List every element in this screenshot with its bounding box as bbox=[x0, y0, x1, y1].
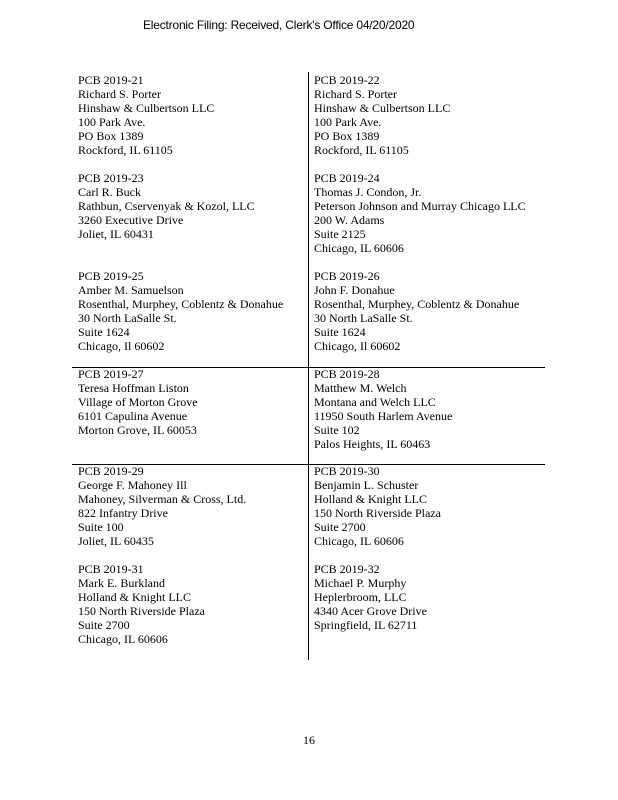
case-number: PCB 2019-29 bbox=[78, 464, 144, 478]
address-line: 30 North LaSalle St. bbox=[78, 311, 177, 325]
address-line: 11950 South Harlem Avenue bbox=[314, 409, 453, 423]
address-line: 100 Park Ave. bbox=[314, 115, 382, 129]
firm-name: Hinshaw & Culbertson LLC bbox=[314, 101, 451, 115]
service-entry-pcb-2019-32 bbox=[314, 562, 427, 632]
service-entry-pcb-2019-25 bbox=[78, 269, 283, 353]
address-line: PO Box 1389 bbox=[314, 129, 380, 143]
attorney-name: Teresa Hoffman Liston bbox=[78, 381, 189, 395]
attorney-name: Benjamin L. Schuster bbox=[314, 478, 419, 492]
address-line: Chicago, Il 60602 bbox=[78, 339, 165, 353]
service-entry-pcb-2019-22 bbox=[314, 73, 450, 157]
address-line: Suite 2125 bbox=[314, 227, 366, 241]
service-entry-pcb-2019-24 bbox=[314, 171, 526, 255]
firm-name: Heplerbroom, LLC bbox=[314, 590, 407, 604]
case-number: PCB 2019-24 bbox=[314, 171, 380, 185]
attorney-name: Michael P. Murphy bbox=[314, 576, 407, 590]
service-entry-pcb-2019-23 bbox=[78, 171, 255, 241]
address-line: Chicago, IL 60606 bbox=[314, 534, 404, 548]
service-entry-pcb-2019-28 bbox=[314, 367, 452, 451]
firm-name: Holland & Knight LLC bbox=[78, 590, 191, 604]
address-line: Chicago, Il 60602 bbox=[314, 339, 401, 353]
firm-name: Village of Morton Grove bbox=[78, 395, 198, 409]
address-line: Palos Heights, IL 60463 bbox=[314, 437, 431, 451]
attorney-name: Matthew M. Welch bbox=[314, 381, 407, 395]
service-entry-pcb-2019-30 bbox=[314, 464, 441, 548]
firm-name: Holland & Knight LLC bbox=[314, 492, 427, 506]
firm-name: Rosenthal, Murphey, Coblentz & Donahue bbox=[314, 297, 520, 311]
address-line: 3260 Executive Drive bbox=[78, 213, 184, 227]
case-number: PCB 2019-28 bbox=[314, 367, 380, 381]
address-line: 150 North Riverside Plaza bbox=[78, 604, 205, 618]
attorney-name: George F. Mahoney Ill bbox=[78, 478, 187, 492]
case-number: PCB 2019-22 bbox=[314, 73, 380, 87]
address-line: PO Box 1389 bbox=[78, 129, 144, 143]
case-number: PCB 2019-26 bbox=[314, 269, 380, 283]
case-number: PCB 2019-32 bbox=[314, 562, 380, 576]
address-line: Suite 2700 bbox=[78, 618, 130, 632]
address-line: Suite 2700 bbox=[314, 520, 366, 534]
address-line: Joliet, IL 60435 bbox=[78, 534, 154, 548]
address-line: 822 Infantry Drive bbox=[78, 506, 168, 520]
address-line: Suite 1624 bbox=[314, 325, 366, 339]
service-entry-pcb-2019-21 bbox=[78, 73, 214, 157]
address-line: Suite 1624 bbox=[78, 325, 130, 339]
attorney-name: Thomas J. Condon, Jr. bbox=[314, 185, 422, 199]
address-line: Joliet, IL 60431 bbox=[78, 227, 154, 241]
address-line: Chicago, IL 60606 bbox=[78, 632, 168, 646]
service-entry-pcb-2019-26 bbox=[314, 269, 519, 353]
attorney-name: Richard S. Porter bbox=[78, 87, 161, 101]
case-number: PCB 2019-21 bbox=[78, 73, 144, 87]
firm-name: Rosenthal, Murphey, Coblentz & Donahue bbox=[78, 297, 284, 311]
address-line: Springfield, IL 62711 bbox=[314, 618, 418, 632]
address-line: Rockford, IL 61105 bbox=[314, 143, 409, 157]
case-number: PCB 2019-31 bbox=[78, 562, 144, 576]
case-number: PCB 2019-25 bbox=[78, 269, 144, 283]
address-line: 100 Park Ave. bbox=[78, 115, 146, 129]
attorney-name: Carl R. Buck bbox=[78, 185, 141, 199]
service-entry-pcb-2019-31 bbox=[78, 562, 205, 646]
address-line: 30 North LaSalle St. bbox=[314, 311, 413, 325]
electronic-filing-stamp: Electronic Filing: Received, Clerk's Office 04/20/2020 bbox=[143, 18, 415, 32]
case-number: PCB 2019-30 bbox=[314, 464, 380, 478]
firm-name: Hinshaw & Culbertson LLC bbox=[78, 101, 215, 115]
address-line: Suite 100 bbox=[78, 520, 124, 534]
attorney-name: John F. Donahue bbox=[314, 283, 395, 297]
firm-name: Mahoney, Silverman & Cross, Ltd. bbox=[78, 492, 247, 506]
case-number: PCB 2019-27 bbox=[78, 367, 144, 381]
address-line: 6101 Capulina Avenue bbox=[78, 409, 188, 423]
address-line: 200 W. Adams bbox=[314, 213, 385, 227]
address-line: Rockford, IL 61105 bbox=[78, 143, 173, 157]
attorney-name: Richard S. Porter bbox=[314, 87, 397, 101]
case-number: PCB 2019-23 bbox=[78, 171, 144, 185]
address-line: Chicago, IL 60606 bbox=[314, 241, 404, 255]
firm-name: Peterson Johnson and Murray Chicago LLC bbox=[314, 199, 526, 213]
address-line: Suite 102 bbox=[314, 423, 360, 437]
service-entry-pcb-2019-27 bbox=[78, 367, 198, 437]
attorney-name: Mark E. Burkland bbox=[78, 576, 165, 590]
attorney-name: Amber M. Samuelson bbox=[78, 283, 184, 297]
address-line: Morton Grove, IL 60053 bbox=[78, 423, 197, 437]
service-entry-pcb-2019-29 bbox=[78, 464, 246, 548]
firm-name: Rathbun, Cservenyak & Kozol, LLC bbox=[78, 199, 255, 213]
address-line: 4340 Acer Grove Drive bbox=[314, 604, 427, 618]
page-number: 16 bbox=[303, 733, 315, 747]
firm-name: Montana and Welch LLC bbox=[314, 395, 436, 409]
address-line: 150 North Riverside Plaza bbox=[314, 506, 441, 520]
column-divider bbox=[308, 72, 309, 660]
